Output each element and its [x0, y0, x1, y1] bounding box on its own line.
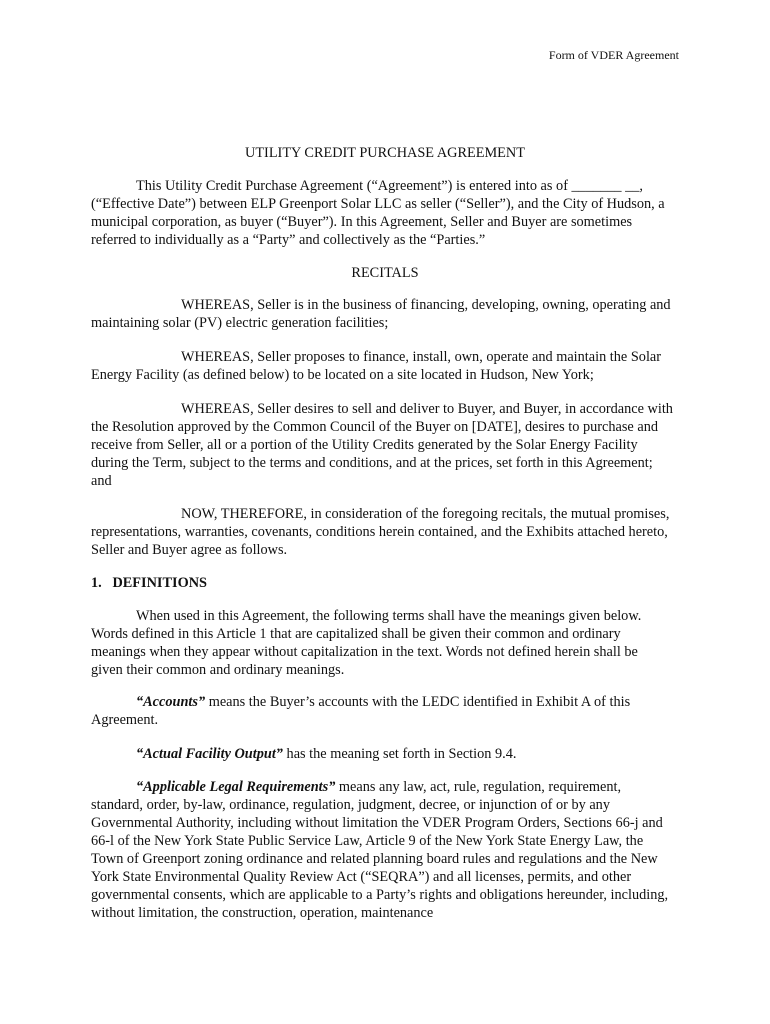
term-applicable-legal-requirements: “Applicable Legal Requirements”	[136, 779, 336, 795]
definitions-intro-paragraph: When used in this Agreement, the following terms shall have the meanings given below. Words defined in this Article 1 that are capitalized shall be given their common and ordinary meanings when they appear without capitalization in the text. Words not defined herein shall be given their common and ordinary meanings.	[91, 608, 642, 678]
whereas-paragraph-1: WHEREAS, Seller is in the business of financing, developing, owning, operating and maintaining solar (PV) electric generation facilities;	[91, 297, 671, 331]
term-accounts: “Accounts”	[136, 694, 206, 710]
definition-accounts-text: means the Buyer’s accounts with the LEDC identified in Exhibit A of this Agreement.	[91, 694, 631, 728]
now-therefore-paragraph: NOW, THEREFORE, in consideration of the foregoing recitals, the mutual promises, representations, warranties, covenants, conditions herein contained, and the Exhibits attached hereto, Seller and Buyer agree as follows.	[91, 506, 670, 558]
definition-alr-text: means any law, act, rule, regulation, requirement, standard, order, by-law, ordinance, regulation, judgment, decree, or injunction of or by any Governmental Authority, including without limitation the VDER Program Orders, Sections 66-j and 66-l of the New York State Public Service Law, Article 9 of the New York State Energy Law, the Town of Greenport zoning ordinance and related planning board rules and regulations and the New York State Environmental Quality Review Act (“SEQRA”) and all licenses, permits, and other governmental consents, which are applicable to a Party’s rights and obligations hereunder, including, without limitation, the construction, operation, maintenance	[91, 779, 669, 921]
form-label: Form of VDER Agreement	[548, 48, 679, 62]
whereas-paragraph-2: WHEREAS, Seller proposes to finance, install, own, operate and maintain the Solar Energy Facility (as defined below) to be located on a site located in Hudson, New York;	[91, 349, 662, 383]
document-title: UTILITY CREDIT PURCHASE AGREEMENT	[245, 145, 525, 161]
section-definitions-heading: 1. DEFINITIONS	[91, 575, 207, 591]
term-actual-facility-output: “Actual Facility Output”	[136, 746, 283, 762]
whereas-paragraph-3: WHEREAS, Seller desires to sell and deliver to Buyer, and Buyer, in accordance with the Resolution approved by the Common Council of the Buyer on [DATE], desires to purchase and receive from Seller, all or a portion of the Utility Credits generated by the Solar Energy Facility during the Term, subject to the terms and conditions, and at the prices, set forth in this Agreement; and	[91, 401, 673, 489]
definition-accounts	[91, 693, 673, 729]
intro-paragraph: This Utility Credit Purchase Agreement (“Agreement”) is entered into as of _______ __, (“Effective Date”) between ELP Greenport Solar LLC as seller (“Seller”), and the City of Hudson, a municipal corporation, as buyer (“Buyer”). In this Agreement, Seller and Buyer are sometimes referred to individually as a “Party” and collectively as the “Parties.”	[91, 178, 665, 248]
definition-actual-facility-output	[91, 745, 673, 763]
definition-afo-text: has the meaning set forth in Section 9.4.	[282, 746, 517, 762]
definition-applicable-legal-requirements	[91, 778, 673, 922]
recitals-heading: RECITALS	[351, 265, 419, 281]
